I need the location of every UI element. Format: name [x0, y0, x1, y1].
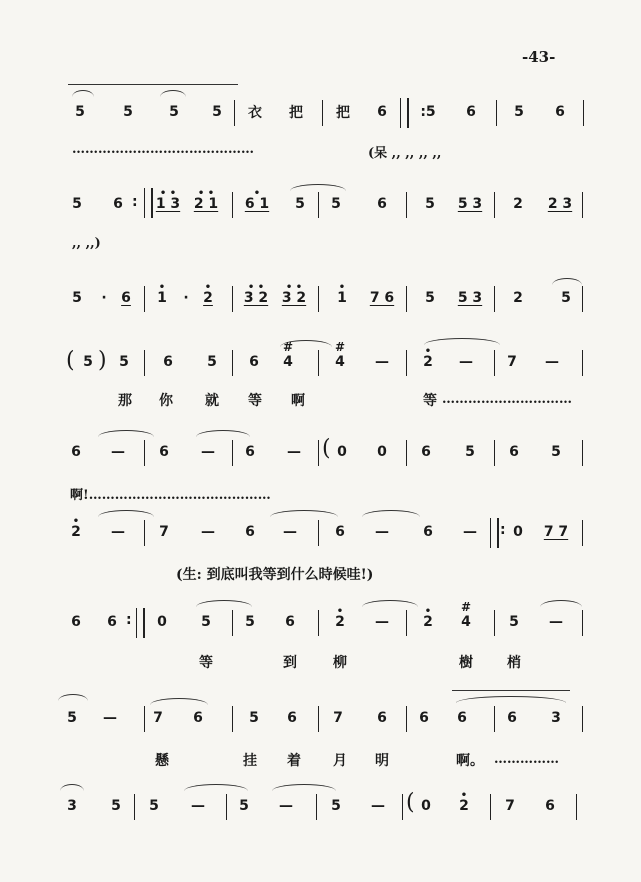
bar-line: [576, 794, 577, 820]
note: 5: [123, 104, 133, 120]
note: 5: [331, 798, 341, 814]
dotted-line: ……………: [494, 752, 559, 767]
note: —: [375, 614, 389, 630]
bar-line: [318, 192, 319, 218]
note: 6: [163, 354, 173, 370]
bar-line: [406, 286, 407, 312]
note: 7: [333, 710, 343, 726]
slur: [552, 278, 582, 285]
note: 6: [121, 290, 131, 306]
note: 6: [466, 104, 476, 120]
slur: [362, 510, 420, 517]
slur: [60, 784, 84, 791]
note: 6: [113, 196, 123, 212]
note: • • 2 1: [193, 188, 219, 212]
slur: [68, 84, 238, 85]
bar-line: [232, 440, 233, 466]
note: —: [191, 798, 205, 814]
note: • • 1 3: [155, 188, 181, 212]
slur: [98, 510, 154, 517]
dotted-line: 啊!……………………………………: [70, 488, 271, 503]
bar-line: [582, 286, 583, 312]
note: 6: [245, 444, 255, 460]
note: 6: [377, 196, 387, 212]
bar-line: [582, 520, 583, 546]
bar-line: [318, 440, 319, 466]
note: —: [549, 614, 563, 630]
note: 6: [377, 104, 387, 120]
slur: [456, 696, 566, 703]
lyric: 明: [375, 753, 389, 769]
note: 6: [287, 710, 297, 726]
note: —: [283, 524, 297, 540]
slur: [58, 694, 88, 701]
note: 5: [212, 104, 222, 120]
lyric: 等: [199, 655, 213, 671]
note: —: [371, 798, 385, 814]
note: 5: [72, 196, 82, 212]
note: 7: [507, 354, 517, 370]
note: • 2: [71, 516, 81, 540]
bar-line: [494, 192, 495, 218]
lyric: 樹: [459, 655, 473, 671]
bar-line: [494, 350, 495, 376]
bar-line: [144, 286, 145, 312]
note: 0: [377, 444, 387, 460]
dotted-line: …………………………: [442, 392, 572, 407]
slur: [72, 90, 94, 97]
note: 6: [507, 710, 517, 726]
bar-line: [582, 706, 583, 732]
spoken-line: (生: 到底叫我等到什么時候哇!): [176, 567, 374, 583]
note: • 1: [157, 282, 167, 306]
slur-bracket: (: [322, 436, 331, 461]
note: —: [287, 444, 301, 460]
note: 3: [67, 798, 77, 814]
bar-line: [582, 192, 583, 218]
note: —: [201, 444, 215, 460]
repeat-bar: [136, 608, 145, 638]
lyric-line: ,, ,,): [72, 236, 101, 251]
bar-line: [490, 794, 491, 820]
note: 5: [331, 196, 341, 212]
note: 5: [509, 614, 519, 630]
bar-line: [406, 610, 407, 636]
lyric: 把: [336, 105, 350, 121]
repeat-sign: :: [500, 522, 506, 538]
lyric: 着: [287, 753, 301, 769]
bar-line: [234, 100, 235, 126]
note: 5 3: [457, 196, 483, 212]
note: 5: [249, 710, 259, 726]
note: —: [279, 798, 293, 814]
bar-line: [494, 286, 495, 312]
bar-line: [144, 706, 145, 732]
bar-line: [318, 286, 319, 312]
lyric: 啊。: [456, 753, 484, 769]
note: • 2: [203, 282, 213, 306]
repeat-sign: :: [132, 194, 138, 210]
slur: [540, 600, 582, 607]
lyric: 啊: [291, 393, 305, 409]
lyric: 懸: [155, 753, 169, 769]
note: 5: [149, 798, 159, 814]
note: —: [463, 524, 477, 540]
repeat-bar: [144, 188, 153, 218]
note: 5: [72, 290, 82, 306]
note: 5: [245, 614, 255, 630]
slur: [196, 430, 250, 437]
note: 5: [201, 614, 211, 630]
slur: [452, 690, 570, 691]
dotted-line: ……………………………………: [72, 142, 254, 157]
bar-line: [134, 794, 135, 820]
slur: [184, 784, 248, 791]
lyric: 梢: [507, 655, 521, 671]
slur: [362, 600, 418, 607]
bar-line: [406, 350, 407, 376]
slur-bracket: (: [406, 790, 415, 815]
note: 5 3: [457, 290, 483, 306]
note: 6: [285, 614, 295, 630]
lyric: 到: [283, 655, 297, 671]
note: 6: [71, 444, 81, 460]
note: 5: [561, 290, 571, 306]
note: —: [545, 354, 559, 370]
lyric: 你: [159, 393, 173, 409]
bar-line: [316, 794, 317, 820]
note: 2 3: [547, 196, 573, 212]
note: • 2: [459, 790, 469, 814]
bar-line: [232, 610, 233, 636]
lyric: 那: [118, 393, 132, 409]
note: 6: [509, 444, 519, 460]
slur: [272, 784, 336, 791]
note: ·: [101, 290, 107, 306]
bar-line: [406, 192, 407, 218]
bar-line: [232, 286, 233, 312]
bar-line: [406, 440, 407, 466]
lyric: 就: [205, 393, 219, 409]
slur: [98, 430, 154, 437]
bar-line: [583, 100, 584, 126]
bar-line: [582, 440, 583, 466]
bar-line: [496, 100, 497, 126]
lyric: 衣: [248, 105, 262, 121]
note: 5: [67, 710, 77, 726]
note: 0: [513, 524, 523, 540]
slur-bracket: ): [98, 348, 107, 373]
bar-line: [232, 350, 233, 376]
note: 5: [111, 798, 121, 814]
bar-line: [582, 610, 583, 636]
bar-line: [318, 350, 319, 376]
note: 6: [421, 444, 431, 460]
bar-line: [318, 706, 319, 732]
slur: [196, 600, 252, 607]
note: ·: [183, 290, 189, 306]
note: 6: [545, 798, 555, 814]
repeat-bar: [400, 98, 409, 128]
note: 7: [505, 798, 515, 814]
bar-line: [494, 440, 495, 466]
note: 6: [555, 104, 565, 120]
bar-line: [144, 350, 145, 376]
bar-line: [232, 706, 233, 732]
note: 6: [71, 614, 81, 630]
bar-line: [226, 794, 227, 820]
note: 6: [245, 524, 255, 540]
note: 7: [159, 524, 169, 540]
note: —: [111, 524, 125, 540]
note: 6: [419, 710, 429, 726]
bar-line: [402, 794, 403, 820]
bar-line: [494, 610, 495, 636]
note: 6: [377, 710, 387, 726]
note: 5: [295, 196, 305, 212]
note: —: [375, 354, 389, 370]
note: 5: [83, 354, 93, 370]
note: 6: [107, 614, 117, 630]
lyric: 等: [248, 393, 262, 409]
note: # 4: [282, 340, 294, 370]
bar-line: [494, 706, 495, 732]
note: 7: [153, 710, 163, 726]
slur: [150, 698, 208, 705]
note: 0: [157, 614, 167, 630]
bar-line: [318, 520, 319, 546]
note: :5: [420, 104, 436, 120]
repeat-bar: [490, 518, 499, 548]
note: —: [459, 354, 473, 370]
note: • • 3 2: [281, 282, 307, 306]
note: 0: [421, 798, 431, 814]
bar-line: [318, 610, 319, 636]
note: 0: [337, 444, 347, 460]
slur: [270, 510, 338, 517]
note: 5: [239, 798, 249, 814]
note: 7 7: [543, 524, 569, 540]
bar-line: [144, 440, 145, 466]
note: 5: [551, 444, 561, 460]
lyric: 把: [289, 105, 303, 121]
slur: [424, 338, 500, 345]
note: 6: [159, 444, 169, 460]
note: 6: [249, 354, 259, 370]
note: 5: [169, 104, 179, 120]
lyric: 月: [333, 753, 347, 769]
lyric: 等: [423, 393, 437, 409]
slur: [290, 184, 346, 191]
note: —: [375, 524, 389, 540]
bar-line: [144, 520, 145, 546]
slur-bracket: (: [66, 348, 75, 373]
note: 5: [119, 354, 129, 370]
note: —: [201, 524, 215, 540]
bar-line: [232, 192, 233, 218]
bar-line: [582, 350, 583, 376]
note: # 4: [460, 600, 472, 630]
lyric: 挂: [243, 753, 257, 769]
note: # 4: [334, 340, 346, 370]
note: • 2: [423, 346, 433, 370]
note: 5: [514, 104, 524, 120]
note: 7 6: [369, 290, 395, 306]
note: 6: [457, 710, 467, 726]
note: 5: [425, 196, 435, 212]
note: —: [103, 710, 117, 726]
note: 2: [513, 290, 523, 306]
slur: [160, 90, 186, 97]
note: 5: [75, 104, 85, 120]
note: —: [111, 444, 125, 460]
note: 5: [425, 290, 435, 306]
note: • 1: [337, 282, 347, 306]
page-number: -43-: [522, 48, 556, 66]
repeat-sign: :: [126, 612, 132, 628]
lyric-line: (呆 ,, ,, ,, ,,: [368, 146, 442, 161]
note: • 2: [423, 606, 433, 630]
note: 2: [513, 196, 523, 212]
note: 3: [551, 710, 561, 726]
note: 5: [207, 354, 217, 370]
note: • 6 1: [244, 188, 270, 212]
note: • 2: [335, 606, 345, 630]
lyric: 柳: [333, 655, 347, 671]
bar-line: [322, 100, 323, 126]
note: 6: [193, 710, 203, 726]
bar-line: [406, 706, 407, 732]
note: 5: [465, 444, 475, 460]
note: 6: [423, 524, 433, 540]
note: 6: [335, 524, 345, 540]
note: • • 3 2: [243, 282, 269, 306]
